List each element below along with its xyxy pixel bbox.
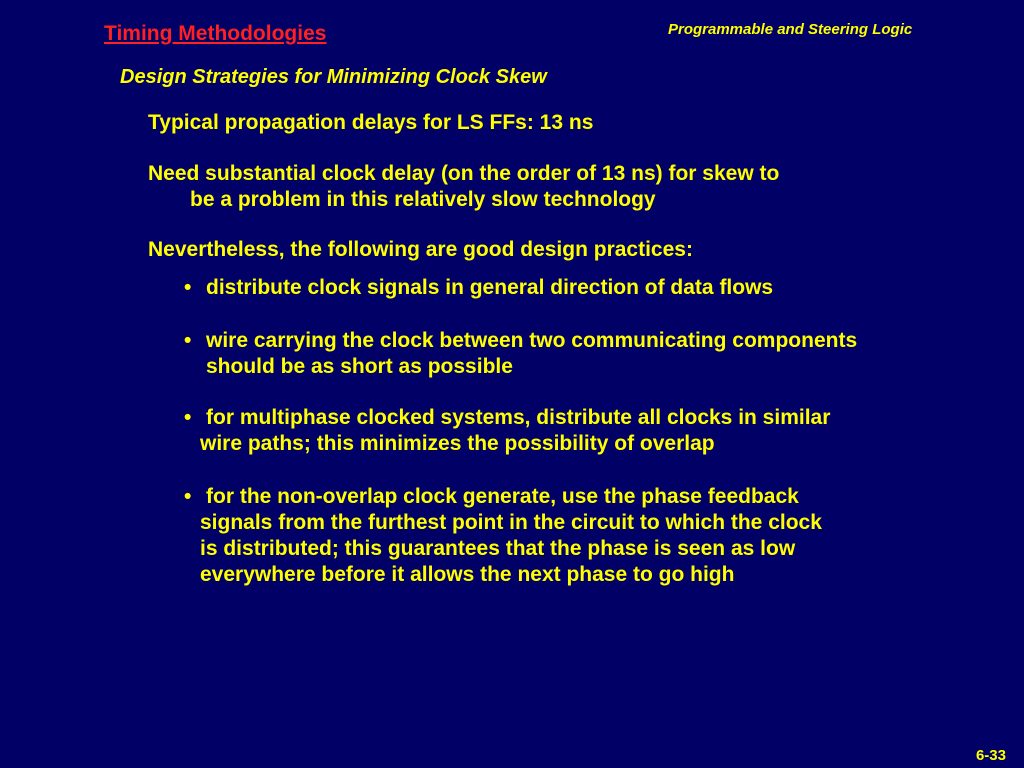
bullet-dot-icon: • <box>184 276 192 299</box>
bullet-line: everywhere before it allows the next phase to go high <box>200 563 735 586</box>
course-title: Programmable and Steering Logic <box>668 21 913 38</box>
bullet-item-non-overlap <box>184 484 822 588</box>
bullet-dot-icon: • <box>184 329 192 352</box>
paragraph-propagation-delays <box>148 110 593 136</box>
bullet-line: distribute clock signals in general direction of data flows <box>206 276 774 299</box>
section-title: Timing Methodologies <box>104 22 327 45</box>
bullet-dot-icon: • <box>184 485 192 508</box>
paragraph-line: Typical propagation delays for LS FFs: 13 ns <box>148 111 594 134</box>
paragraph-line: Nevertheless, the following are good design practices: <box>148 238 693 261</box>
bullet-line: should be as short as possible <box>206 355 513 378</box>
bullet-line: wire carrying the clock between two communicating components <box>206 329 858 352</box>
bullet-line: for multiphase clocked systems, distribute all clocks in similar <box>206 406 831 429</box>
bullet-item-distribute-clock <box>184 275 773 301</box>
bullet-line: signals from the furthest point in the circuit to which the clock <box>200 511 822 534</box>
bullet-dot-icon: • <box>184 406 192 429</box>
bullet-item-wire-short <box>184 328 857 380</box>
paragraph-line: be a problem in this relatively slow technology <box>190 188 656 211</box>
slide-subtitle: Design Strategies for Minimizing Clock Skew <box>120 66 547 88</box>
bullet-line: for the non-overlap clock generate, use the phase feedback <box>206 485 799 508</box>
page-number: 6-33 <box>975 747 1006 764</box>
bullet-item-multiphase <box>184 405 830 457</box>
bullet-line: is distributed; this guarantees that the phase is seen as low <box>200 537 796 560</box>
paragraph-good-practices <box>148 237 693 263</box>
paragraph-line: Need substantial clock delay (on the order of 13 ns) for skew to <box>148 162 780 185</box>
paragraph-clock-delay <box>148 161 779 213</box>
bullet-line: wire paths; this minimizes the possibility of overlap <box>200 432 715 455</box>
